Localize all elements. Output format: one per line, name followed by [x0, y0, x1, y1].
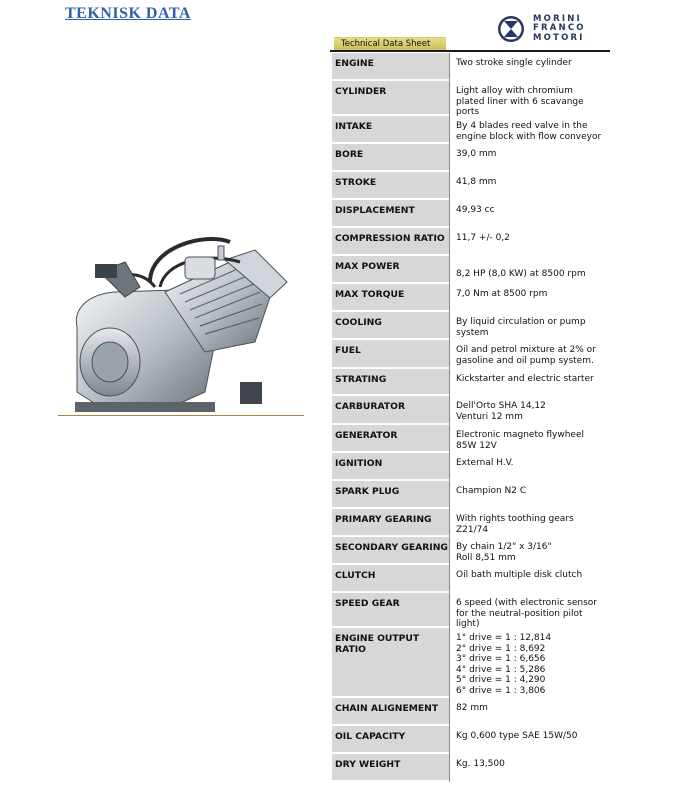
- morini-logo: [497, 12, 586, 46]
- spec-label: STRATING: [332, 369, 449, 396]
- spec-label: IGNITION: [332, 453, 449, 481]
- spec-value: External H.V.: [449, 453, 606, 481]
- spec-value: By 4 blades reed valve in the engine block with flow conveyor: [449, 116, 606, 144]
- spec-label: CYLINDER: [332, 81, 449, 116]
- spec-row: [332, 284, 606, 312]
- spec-row: [332, 53, 606, 81]
- spec-value: Oil bath multiple disk clutch: [449, 565, 606, 593]
- spec-row: [332, 565, 606, 593]
- spec-value: 1° drive = 1 : 12,814 2° drive = 1 : 8,692 3° drive = 1 : 6,656 4° drive = 1 : 5,286 5° drive = 1 : 4,290 6° drive = 1 : 3,806: [449, 628, 606, 698]
- spec-label: CARBURATOR: [332, 396, 449, 425]
- spec-value: 8,2 HP (8,0 KW) at 8500 rpm: [449, 256, 606, 284]
- spec-row: [332, 698, 606, 726]
- spec-label: COMPRESSION RATIO: [332, 228, 449, 256]
- spec-label: COOLING: [332, 312, 449, 340]
- engine-image: [55, 232, 305, 417]
- image-baseline: [58, 415, 304, 416]
- spec-row: [332, 509, 606, 537]
- spec-label: MAX POWER: [332, 256, 449, 284]
- spec-label: INTAKE: [332, 116, 449, 144]
- spec-label: STROKE: [332, 172, 449, 200]
- spec-row: [332, 754, 606, 782]
- spec-row: [332, 256, 606, 284]
- spec-row: [332, 726, 606, 754]
- spec-table: [332, 53, 606, 782]
- spec-label: MAX TORQUE: [332, 284, 449, 312]
- spec-label: CLUTCH: [332, 565, 449, 593]
- spec-value: Two stroke single cylinder: [449, 53, 606, 81]
- spec-row: [332, 593, 606, 628]
- spec-value: 41,8 mm: [449, 172, 606, 200]
- spec-label: SPARK PLUG: [332, 481, 449, 509]
- spec-value: 39,0 mm: [449, 144, 606, 172]
- spec-value: Dell'Orto SHA 14,12 Venturi 12 mm: [449, 396, 606, 425]
- spec-value: 49,93 cc: [449, 200, 606, 228]
- spec-row: [332, 144, 606, 172]
- spec-label: GENERATOR: [332, 425, 449, 453]
- spec-label: PRIMARY GEARING: [332, 509, 449, 537]
- spec-label: DRY WEIGHT: [332, 754, 449, 782]
- spec-value: With rights toothing gears Z21/74: [449, 509, 606, 537]
- spec-row: [332, 425, 606, 453]
- spec-label: SPEED GEAR: [332, 593, 449, 628]
- spec-row: [332, 172, 606, 200]
- spec-label: BORE: [332, 144, 449, 172]
- spec-row: [332, 369, 606, 396]
- spec-label: ENGINE: [332, 53, 449, 81]
- logo-wordmark: MORINI FRANCO MOTORI: [533, 13, 586, 43]
- spec-label: SECONDARY GEARING: [332, 537, 449, 565]
- spec-row: [332, 228, 606, 256]
- spec-value: Electronic magneto flywheel 85W 12V: [449, 425, 606, 453]
- spec-row: [332, 537, 606, 565]
- spec-value: Kg. 13,500: [449, 754, 606, 782]
- spec-value: By chain 1/2" x 3/16" Roll 8,51 mm: [449, 537, 606, 565]
- spec-value: Champion N2 C: [449, 481, 606, 509]
- spec-value: Oil and petrol mixture at 2% or gasoline and oil pump system.: [449, 340, 606, 369]
- header-divider: [330, 50, 610, 52]
- spec-row: [332, 81, 606, 116]
- spec-value: Kickstarter and electric starter: [449, 369, 606, 396]
- spec-row: [332, 200, 606, 228]
- spec-label: OIL CAPACITY: [332, 726, 449, 754]
- spec-row: [332, 312, 606, 340]
- spec-row: [332, 628, 606, 698]
- spec-row: [332, 481, 606, 509]
- hourglass-logo-icon: [497, 15, 525, 43]
- spec-row: [332, 116, 606, 144]
- spec-value: 7,0 Nm at 8500 rpm: [449, 284, 606, 312]
- spec-row: [332, 396, 606, 425]
- spec-value: 11,7 +/- 0,2: [449, 228, 606, 256]
- spec-label: CHAIN ALIGNEMENT: [332, 698, 449, 726]
- spec-row: [332, 340, 606, 369]
- spec-value: 82 mm: [449, 698, 606, 726]
- spec-value: By liquid circulation or pump system: [449, 312, 606, 340]
- page-title: TEKNISK DATA: [65, 5, 191, 22]
- spec-label: FUEL: [332, 340, 449, 369]
- spec-value: Light alloy with chromium plated liner with 6 scavange ports: [449, 81, 606, 116]
- spec-row: [332, 453, 606, 481]
- tab-technical-data-sheet: Technical Data Sheet: [334, 37, 446, 50]
- spec-value: Kg 0,600 type SAE 15W/50: [449, 726, 606, 754]
- spec-value: 6 speed (with electronic sensor for the neutral-position pilot light): [449, 593, 606, 628]
- spec-label: DISPLACEMENT: [332, 200, 449, 228]
- spec-label: ENGINE OUTPUT RATIO: [332, 628, 449, 698]
